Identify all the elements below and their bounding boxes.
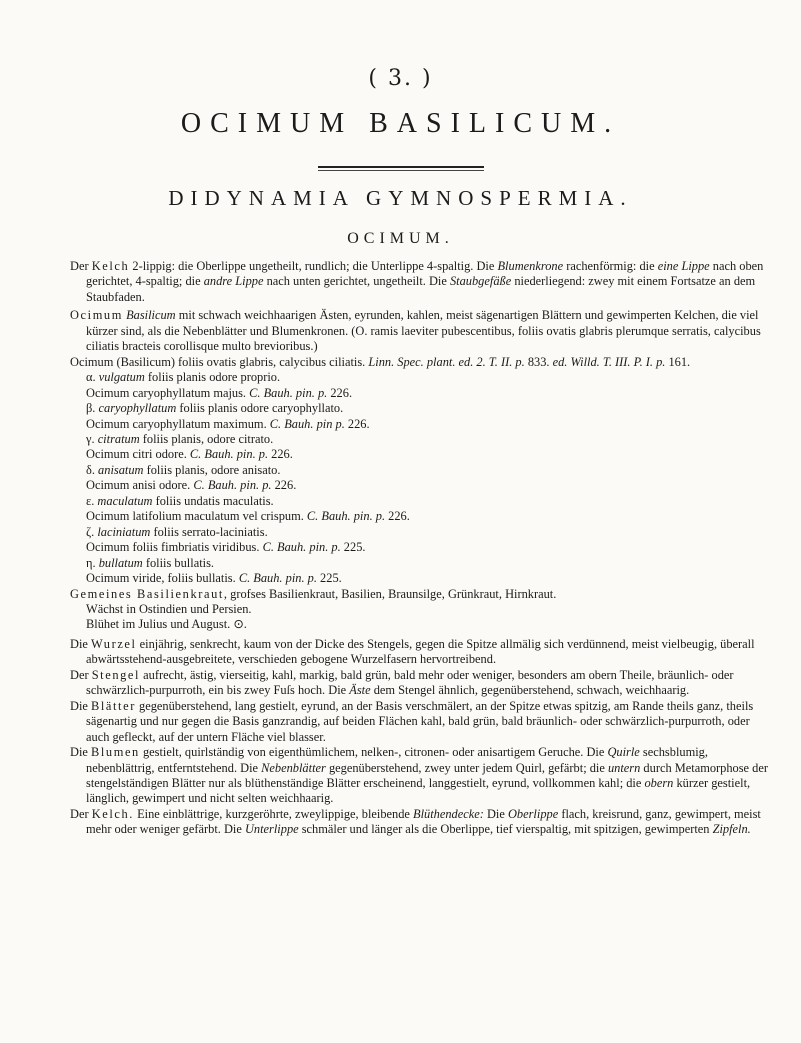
- flowering-time: Blühet im Julius und August. ⊙.: [86, 617, 247, 632]
- variety-line: δ. anisatum foliis planis, odore anisato.: [86, 462, 281, 477]
- synonym-line: Ocimum viride, foliis bullatis. C. Bauh. pin. p. 225.: [86, 571, 342, 586]
- synonym-line: Ocimum anisi odore. C. Bauh. pin. p. 226.: [86, 478, 297, 493]
- linne-reference: Ocimum (Basilicum) foliis ovatis glabris, calycibus ciliatis. Linn. Spec. plant. ed. 2. T. II. p. 833. ed. Willd. T. III. P. I. p. 161.: [70, 354, 691, 369]
- page-number: ( 3. ): [368, 66, 433, 91]
- synonym-line: Ocimum caryophyllatum majus. C. Bauh. pin. p. 226.: [86, 385, 353, 400]
- page-title: OCIMUM BASILICUM.: [180, 108, 621, 139]
- leaves-description: Die Blätter gegenüberstehend, lang gestielt, eyrund, an der Basis verschmälert, an der Spitze etwas spitzig, am Rande theils ganz, theils sägenartig und nur gegen die Basis ganzrandig, auf beiden Flächen kahl, bald grün, bald bräunlich- oder schwärzlich-purpurroth, oder auch gefleckt, auf der untern Fläche viel blasser.: [70, 698, 754, 744]
- variety-line: ε. maculatum foliis undatis maculatis.: [86, 493, 274, 508]
- synonym-line: Ocimum foliis fimbriatis viridibus. C. Bauh. pin. p. 225.: [86, 540, 366, 555]
- variety-line: β. caryophyllatum foliis planis odore caryophyllato.: [86, 401, 344, 416]
- root-description: Die Wurzel einjährig, senkrecht, kaum von der Dicke des Stengels, gegen die Spitze allmälig sich verdünnend, meist vielbeugig, überall abwärtsstehend-ausgebreitete, verschieden gebogene Wurzelfasern hervortreibend.: [70, 636, 755, 667]
- common-names: Gemeines Basilienkraut, grofses Basilienkraut, Basilien, Braunsilge, Grünkraut, Hirnkraut.: [70, 586, 557, 601]
- title-divider: [318, 166, 484, 168]
- title-divider-thin: [318, 170, 484, 171]
- linnaean-class-heading: DIDYNAMIA GYMNOSPERMIA.: [168, 186, 633, 210]
- variety-line: γ. citratum foliis planis, odore citrato.: [86, 431, 274, 446]
- synonym-line: Ocimum caryophyllatum maximum. C. Bauh. pin p. 226.: [86, 416, 370, 431]
- habitat: Wächst in Ostindien und Persien.: [86, 601, 252, 616]
- calyx-description: Der Kelch. Eine einblättrige, kurzgeröhrte, zweylippige, bleibende Blüthendecke: Die Oberlippe flach, kreisrund, ganz, gewimpert, meist mehr oder weniger gefärbt. Die Unterlippe schmäler und länger als die Oberlippe, tief vierspaltig, mit spitzigen, gewimperten Zipfeln.: [70, 806, 761, 837]
- genus-heading: OCIMUM.: [347, 230, 454, 247]
- genus-description: Der Kelch 2-lippig: die Oberlippe ungetheilt, rundlich; die Unterlippe 4-spaltig. Die Blumenkrone rachenförmig: die eine Lippe nach oben gerichtet, 4-spaltig; die andre Lippe nach unten gerichtet, ungetheilt. Die Staubgefäße niederliegend: zwey mit einem Fortsatze an dem Staubfaden.: [70, 259, 764, 304]
- synonym-line: Ocimum citri odore. C. Bauh. pin. p. 226.: [86, 447, 293, 462]
- main-text: [70, 259, 770, 838]
- variety-line: α. vulgatum foliis planis odore proprio.: [86, 370, 281, 385]
- species-description: Ocimum Basilicum mit schwach weichhaarigen Ästen, eyrunden, kahlen, meist sägenartigen Blättern und gewimperten Kelchen, die viel kürzer sind, als die Nebenblätter und Blumenkronen. (O. ramis laeviter pubescentibus, foliis ovatis glabris plerumque serratis, calycibus ciliatis bracteis corollisque multo brevioribus.): [70, 308, 761, 354]
- flowers-description: Die Blumen gestielt, quirlständig von eigenthümlichem, nelken-, citronen- oder anisartigem Geruche. Die Quirle sechsblumig, nebenblättrig, entferntstehend. Die Nebenblätter gegenüberstehend, zwey unter jedem Quirl, gefärbt; die untern durch Metamorphose der stengelständigen Blätter nur als blüthenständige Blätter erscheinend, langgestielt, eyrund, vollkommen kahl; die obern kürzer gestielt, länglich, gewimpert und nicht selten weichhaarig.: [70, 745, 768, 806]
- variety-line: ζ. laciniatum foliis serrato-laciniatis.: [86, 524, 268, 539]
- variety-line: η. bullatum foliis bullatis.: [86, 555, 214, 570]
- synonym-line: Ocimum latifolium maculatum vel crispum. C. Bauh. pin. p. 226.: [86, 509, 410, 524]
- stem-description: Der Stengel aufrecht, ästig, vierseitig, kahl, markig, bald grün, bald mehr oder weniger, besonders am obern Theile, bräunlich- oder schwärzlich-purpurroth, ein bis zwey Fuſs hoch. Die Äste dem Stengel ähnlich, gegenüberstehend, schwach, weichhaarig.: [70, 667, 734, 698]
